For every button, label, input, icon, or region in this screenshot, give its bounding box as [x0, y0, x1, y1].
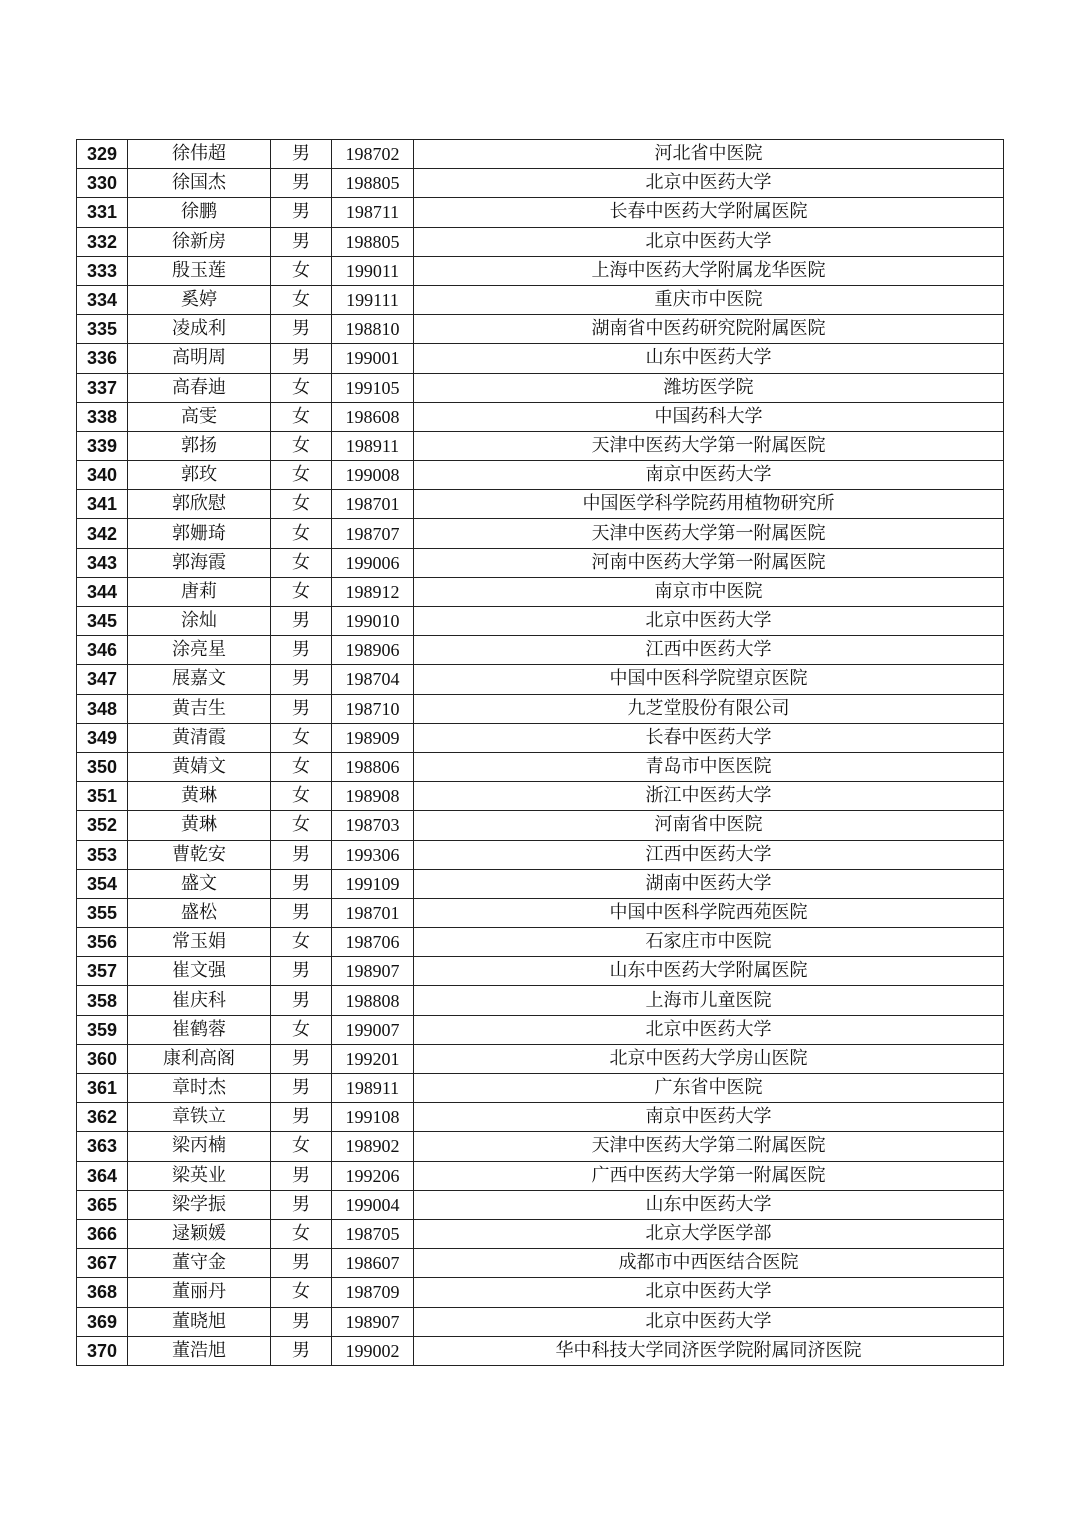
gender-cell: 女: [271, 1278, 332, 1307]
organization-cell: 湖南省中医药研究院附属医院: [414, 315, 1004, 344]
organization-cell: 北京中医药大学: [414, 607, 1004, 636]
birth-month-cell: 198701: [332, 898, 414, 927]
table-row: [77, 1249, 1004, 1278]
number-cell: 361: [77, 1074, 128, 1103]
birth-month-cell: 198805: [332, 227, 414, 256]
name-cell: 郭扬: [128, 431, 271, 460]
name-cell: 徐伟超: [128, 140, 271, 169]
birth-month-cell: 198906: [332, 636, 414, 665]
table-row: [77, 577, 1004, 606]
gender-cell: 男: [271, 840, 332, 869]
name-cell: 郭海霞: [128, 548, 271, 577]
gender-cell: 男: [271, 198, 332, 227]
organization-cell: 天津中医药大学第一附属医院: [414, 431, 1004, 460]
number-cell: 365: [77, 1190, 128, 1219]
number-cell: 338: [77, 402, 128, 431]
number-cell: 331: [77, 198, 128, 227]
organization-cell: 重庆市中医院: [414, 285, 1004, 314]
organization-cell: 山东中医药大学: [414, 344, 1004, 373]
gender-cell: 女: [271, 577, 332, 606]
gender-cell: 男: [271, 636, 332, 665]
birth-month-cell: 198912: [332, 577, 414, 606]
organization-cell: 湖南中医药大学: [414, 869, 1004, 898]
organization-cell: 江西中医药大学: [414, 636, 1004, 665]
name-cell: 崔文强: [128, 957, 271, 986]
birth-month-cell: 198704: [332, 665, 414, 694]
number-cell: 342: [77, 519, 128, 548]
number-cell: 329: [77, 140, 128, 169]
birth-month-cell: 199206: [332, 1161, 414, 1190]
gender-cell: 男: [271, 694, 332, 723]
birth-month-cell: 199108: [332, 1103, 414, 1132]
number-cell: 363: [77, 1132, 128, 1161]
name-cell: 崔庆科: [128, 986, 271, 1015]
birth-month-cell: 199109: [332, 869, 414, 898]
organization-cell: 北京中医药大学房山医院: [414, 1044, 1004, 1073]
birth-month-cell: 198911: [332, 1074, 414, 1103]
table-row: [77, 782, 1004, 811]
name-cell: 黄婧文: [128, 752, 271, 781]
birth-month-cell: 198709: [332, 1278, 414, 1307]
name-cell: 涂亮星: [128, 636, 271, 665]
number-cell: 368: [77, 1278, 128, 1307]
name-cell: 崔鹤蓉: [128, 1015, 271, 1044]
table-row: [77, 1132, 1004, 1161]
organization-cell: 北京中医药大学: [414, 169, 1004, 198]
name-cell: 涂灿: [128, 607, 271, 636]
table-row: [77, 461, 1004, 490]
birth-month-cell: 199006: [332, 548, 414, 577]
birth-month-cell: 199008: [332, 461, 414, 490]
table-row: [77, 490, 1004, 519]
number-cell: 364: [77, 1161, 128, 1190]
name-cell: 高明周: [128, 344, 271, 373]
birth-month-cell: 199010: [332, 607, 414, 636]
gender-cell: 男: [271, 1103, 332, 1132]
name-cell: 黄清霞: [128, 723, 271, 752]
table-row: [77, 665, 1004, 694]
gender-cell: 女: [271, 752, 332, 781]
birth-month-cell: 199001: [332, 344, 414, 373]
number-cell: 351: [77, 782, 128, 811]
gender-cell: 男: [271, 665, 332, 694]
organization-cell: 河南省中医院: [414, 811, 1004, 840]
birth-month-cell: 198908: [332, 782, 414, 811]
number-cell: 330: [77, 169, 128, 198]
name-cell: 徐国杰: [128, 169, 271, 198]
name-cell: 黄吉生: [128, 694, 271, 723]
table-row: [77, 636, 1004, 665]
name-cell: 盛松: [128, 898, 271, 927]
name-cell: 梁学振: [128, 1190, 271, 1219]
gender-cell: 男: [271, 140, 332, 169]
organization-cell: 潍坊医学院: [414, 373, 1004, 402]
organization-cell: 青岛市中医医院: [414, 752, 1004, 781]
roster-table: [76, 139, 1004, 1366]
gender-cell: 女: [271, 928, 332, 957]
birth-month-cell: 198902: [332, 1132, 414, 1161]
name-cell: 展嘉文: [128, 665, 271, 694]
birth-month-cell: 198608: [332, 402, 414, 431]
name-cell: 徐新房: [128, 227, 271, 256]
number-cell: 348: [77, 694, 128, 723]
table-row: [77, 227, 1004, 256]
birth-month-cell: 198707: [332, 519, 414, 548]
number-cell: 341: [77, 490, 128, 519]
number-cell: 355: [77, 898, 128, 927]
number-cell: 369: [77, 1307, 128, 1336]
gender-cell: 女: [271, 256, 332, 285]
table-row: [77, 431, 1004, 460]
name-cell: 唐莉: [128, 577, 271, 606]
birth-month-cell: 199011: [332, 256, 414, 285]
number-cell: 346: [77, 636, 128, 665]
name-cell: 奚婷: [128, 285, 271, 314]
birth-month-cell: 198806: [332, 752, 414, 781]
number-cell: 366: [77, 1219, 128, 1248]
number-cell: 362: [77, 1103, 128, 1132]
number-cell: 340: [77, 461, 128, 490]
table-row: [77, 1161, 1004, 1190]
number-cell: 336: [77, 344, 128, 373]
gender-cell: 男: [271, 227, 332, 256]
table-row: [77, 1278, 1004, 1307]
number-cell: 333: [77, 256, 128, 285]
name-cell: 黄琳: [128, 811, 271, 840]
gender-cell: 女: [271, 1132, 332, 1161]
organization-cell: 长春中医药大学: [414, 723, 1004, 752]
number-cell: 345: [77, 607, 128, 636]
name-cell: 郭欣慰: [128, 490, 271, 519]
name-cell: 高雯: [128, 402, 271, 431]
organization-cell: 河北省中医院: [414, 140, 1004, 169]
table-row: [77, 1336, 1004, 1365]
table-row: [77, 315, 1004, 344]
table-row: [77, 373, 1004, 402]
birth-month-cell: 198607: [332, 1249, 414, 1278]
number-cell: 370: [77, 1336, 128, 1365]
gender-cell: 男: [271, 1249, 332, 1278]
organization-cell: 河南中医药大学第一附属医院: [414, 548, 1004, 577]
gender-cell: 女: [271, 811, 332, 840]
birth-month-cell: 198710: [332, 694, 414, 723]
name-cell: 逯颖媛: [128, 1219, 271, 1248]
table-row: [77, 198, 1004, 227]
organization-cell: 山东中医药大学附属医院: [414, 957, 1004, 986]
number-cell: 339: [77, 431, 128, 460]
organization-cell: 上海中医药大学附属龙华医院: [414, 256, 1004, 285]
name-cell: 郭姗琦: [128, 519, 271, 548]
birth-month-cell: 199111: [332, 285, 414, 314]
number-cell: 360: [77, 1044, 128, 1073]
number-cell: 352: [77, 811, 128, 840]
gender-cell: 男: [271, 1336, 332, 1365]
birth-month-cell: 198702: [332, 140, 414, 169]
organization-cell: 北京中医药大学: [414, 227, 1004, 256]
name-cell: 黄琳: [128, 782, 271, 811]
table-row: [77, 840, 1004, 869]
table-row: [77, 1074, 1004, 1103]
organization-cell: 浙江中医药大学: [414, 782, 1004, 811]
table-row: [77, 1219, 1004, 1248]
birth-month-cell: 198711: [332, 198, 414, 227]
organization-cell: 山东中医药大学: [414, 1190, 1004, 1219]
number-cell: 334: [77, 285, 128, 314]
organization-cell: 南京中医药大学: [414, 1103, 1004, 1132]
table-row: [77, 723, 1004, 752]
birth-month-cell: 198701: [332, 490, 414, 519]
gender-cell: 男: [271, 344, 332, 373]
name-cell: 章时杰: [128, 1074, 271, 1103]
gender-cell: 男: [271, 1074, 332, 1103]
gender-cell: 女: [271, 723, 332, 752]
organization-cell: 长春中医药大学附属医院: [414, 198, 1004, 227]
table-row: [77, 869, 1004, 898]
gender-cell: 女: [271, 461, 332, 490]
organization-cell: 中国药科大学: [414, 402, 1004, 431]
name-cell: 梁丙楠: [128, 1132, 271, 1161]
gender-cell: 女: [271, 431, 332, 460]
table-row: [77, 285, 1004, 314]
birth-month-cell: 198810: [332, 315, 414, 344]
number-cell: 356: [77, 928, 128, 957]
organization-cell: 中国中医科学院望京医院: [414, 665, 1004, 694]
table-row: [77, 1307, 1004, 1336]
name-cell: 董浩旭: [128, 1336, 271, 1365]
organization-cell: 中国中医科学院西苑医院: [414, 898, 1004, 927]
organization-cell: 成都市中西医结合医院: [414, 1249, 1004, 1278]
number-cell: 353: [77, 840, 128, 869]
number-cell: 335: [77, 315, 128, 344]
name-cell: 梁英业: [128, 1161, 271, 1190]
number-cell: 337: [77, 373, 128, 402]
birth-month-cell: 199007: [332, 1015, 414, 1044]
gender-cell: 女: [271, 782, 332, 811]
table-row: [77, 519, 1004, 548]
roster-body: [77, 140, 1004, 1366]
name-cell: 康利高阁: [128, 1044, 271, 1073]
organization-cell: 中国医学科学院药用植物研究所: [414, 490, 1004, 519]
name-cell: 凌成利: [128, 315, 271, 344]
organization-cell: 上海市儿童医院: [414, 986, 1004, 1015]
organization-cell: 华中科技大学同济医学院附属同济医院: [414, 1336, 1004, 1365]
birth-month-cell: 199002: [332, 1336, 414, 1365]
name-cell: 殷玉莲: [128, 256, 271, 285]
birth-month-cell: 199004: [332, 1190, 414, 1219]
table-row: [77, 1015, 1004, 1044]
gender-cell: 女: [271, 1015, 332, 1044]
birth-month-cell: 198911: [332, 431, 414, 460]
name-cell: 郭玫: [128, 461, 271, 490]
name-cell: 董丽丹: [128, 1278, 271, 1307]
gender-cell: 女: [271, 373, 332, 402]
birth-month-cell: 198907: [332, 1307, 414, 1336]
number-cell: 332: [77, 227, 128, 256]
gender-cell: 男: [271, 1044, 332, 1073]
gender-cell: 男: [271, 1190, 332, 1219]
table-row: [77, 548, 1004, 577]
birth-month-cell: 198703: [332, 811, 414, 840]
number-cell: 359: [77, 1015, 128, 1044]
gender-cell: 男: [271, 869, 332, 898]
number-cell: 367: [77, 1249, 128, 1278]
organization-cell: 南京市中医院: [414, 577, 1004, 606]
gender-cell: 女: [271, 490, 332, 519]
birth-month-cell: 198808: [332, 986, 414, 1015]
name-cell: 曹乾安: [128, 840, 271, 869]
table-row: [77, 957, 1004, 986]
birth-month-cell: 199105: [332, 373, 414, 402]
organization-cell: 广东省中医院: [414, 1074, 1004, 1103]
table-row: [77, 898, 1004, 927]
organization-cell: 北京中医药大学: [414, 1278, 1004, 1307]
organization-cell: 北京中医药大学: [414, 1307, 1004, 1336]
table-row: [77, 928, 1004, 957]
gender-cell: 男: [271, 1307, 332, 1336]
table-row: [77, 1044, 1004, 1073]
number-cell: 354: [77, 869, 128, 898]
table-row: [77, 140, 1004, 169]
birth-month-cell: 198907: [332, 957, 414, 986]
number-cell: 358: [77, 986, 128, 1015]
name-cell: 徐鹏: [128, 198, 271, 227]
organization-cell: 南京中医药大学: [414, 461, 1004, 490]
name-cell: 高春迪: [128, 373, 271, 402]
number-cell: 344: [77, 577, 128, 606]
table-row: [77, 1103, 1004, 1132]
table-row: [77, 694, 1004, 723]
organization-cell: 北京中医药大学: [414, 1015, 1004, 1044]
table-row: [77, 986, 1004, 1015]
organization-cell: 天津中医药大学第二附属医院: [414, 1132, 1004, 1161]
birth-month-cell: 198706: [332, 928, 414, 957]
name-cell: 章铁立: [128, 1103, 271, 1132]
number-cell: 343: [77, 548, 128, 577]
table-row: [77, 752, 1004, 781]
birth-month-cell: 199201: [332, 1044, 414, 1073]
gender-cell: 男: [271, 957, 332, 986]
table-row: [77, 607, 1004, 636]
gender-cell: 女: [271, 519, 332, 548]
number-cell: 350: [77, 752, 128, 781]
table-row: [77, 256, 1004, 285]
name-cell: 常玉娟: [128, 928, 271, 957]
name-cell: 盛文: [128, 869, 271, 898]
organization-cell: 北京大学医学部: [414, 1219, 1004, 1248]
number-cell: 349: [77, 723, 128, 752]
gender-cell: 女: [271, 1219, 332, 1248]
organization-cell: 天津中医药大学第一附属医院: [414, 519, 1004, 548]
table-row: [77, 811, 1004, 840]
organization-cell: 江西中医药大学: [414, 840, 1004, 869]
birth-month-cell: 198909: [332, 723, 414, 752]
birth-month-cell: 198805: [332, 169, 414, 198]
birth-month-cell: 199306: [332, 840, 414, 869]
gender-cell: 男: [271, 607, 332, 636]
organization-cell: 石家庄市中医院: [414, 928, 1004, 957]
gender-cell: 男: [271, 1161, 332, 1190]
birth-month-cell: 198705: [332, 1219, 414, 1248]
gender-cell: 女: [271, 285, 332, 314]
gender-cell: 男: [271, 169, 332, 198]
gender-cell: 女: [271, 402, 332, 431]
gender-cell: 男: [271, 315, 332, 344]
name-cell: 董晓旭: [128, 1307, 271, 1336]
gender-cell: 女: [271, 548, 332, 577]
table-row: [77, 169, 1004, 198]
organization-cell: 九芝堂股份有限公司: [414, 694, 1004, 723]
gender-cell: 男: [271, 986, 332, 1015]
table-row: [77, 1190, 1004, 1219]
number-cell: 347: [77, 665, 128, 694]
number-cell: 357: [77, 957, 128, 986]
gender-cell: 男: [271, 898, 332, 927]
table-row: [77, 344, 1004, 373]
organization-cell: 广西中医药大学第一附属医院: [414, 1161, 1004, 1190]
name-cell: 董守金: [128, 1249, 271, 1278]
table-row: [77, 402, 1004, 431]
